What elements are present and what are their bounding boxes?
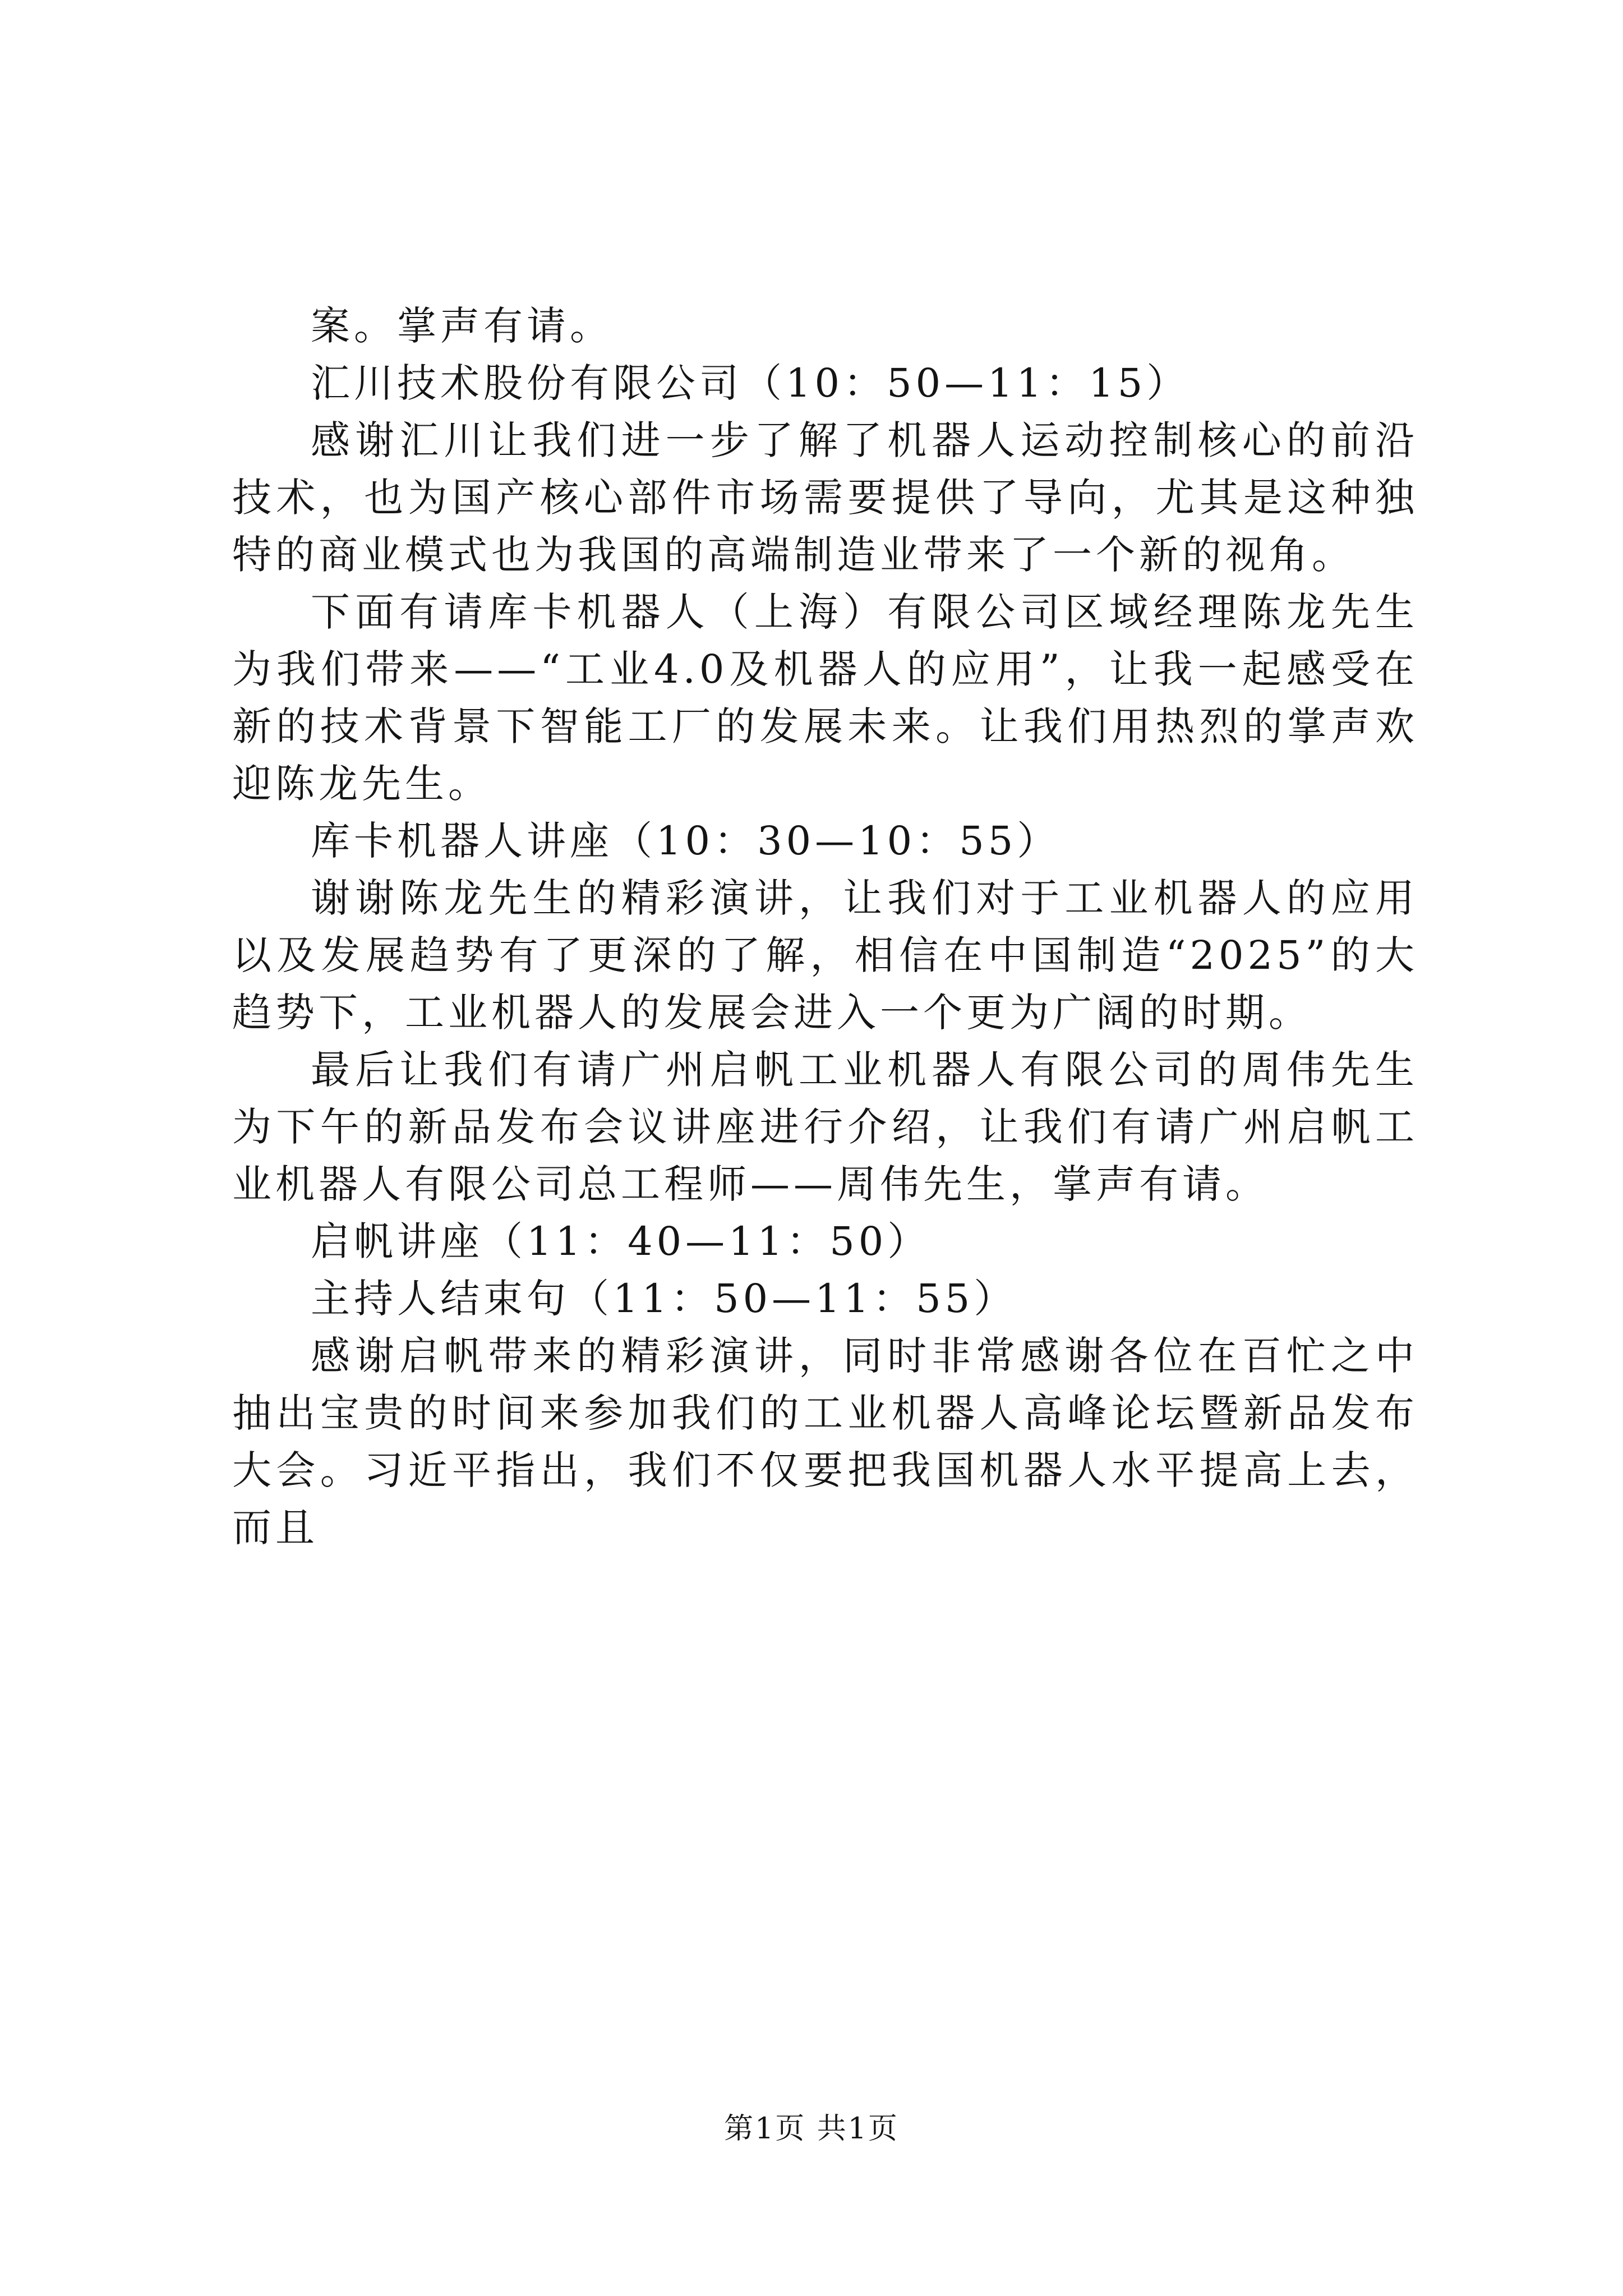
paragraph-5: 库卡机器人讲座（10：30—10：55） — [311, 818, 1061, 864]
page-number-label: 第1页 共1页 — [724, 2112, 899, 2146]
paragraph-9: 主持人结束句（11：50—11：55） — [311, 1276, 1017, 1322]
paragraph-1: 案。掌声有请。 — [311, 303, 613, 349]
paragraph-2: 汇川技术股份有限公司（10：50—11：15） — [311, 360, 1190, 406]
paragraph-6: 谢谢陈龙先生的精彩演讲，让我们对于工业机器人的应用以及发展趋势有了更深的了解，相信在中国制造“2025”的大趋势下，工业机器人的发展会进入一个更为广阔的时期。 — [232, 875, 1418, 1036]
paragraph-3: 感谢汇川让我们进一步了解了机器人运动控制核心的前沿技术，也为国产核心部件市场需要提供了导向，尤其是这种独特的商业模式也为我国的高端制造业带来了一个新的视角。 — [232, 417, 1418, 578]
document-body — [232, 297, 1418, 1556]
paragraph-10: 感谢启帆带来的精彩演讲，同时非常感谢各位在百忙之中抽出宝贵的时间来参加我们的工业机器人高峰论坛暨新品发布大会。习近平指出，我们不仅要把我国机器人水平提高上去，而且 — [232, 1333, 1418, 1550]
paragraph-7: 最后让我们有请广州启帆工业机器人有限公司的周伟先生为下午的新品发布会议讲座进行介绍，让我们有请广州启帆工业机器人有限公司总工程师——周伟先生，掌声有请。 — [232, 1047, 1418, 1207]
page-footer — [0, 2109, 1623, 2148]
paragraph-8: 启帆讲座（11：40—11：50） — [311, 1218, 931, 1264]
paragraph-4: 下面有请库卡机器人（上海）有限公司区域经理陈龙先生为我们带来——“工业4.0及机器人的应用”，让我一起感受在新的技术背景下智能工厂的发展未来。让我们用热烈的掌声欢迎陈龙先生。 — [232, 589, 1418, 807]
